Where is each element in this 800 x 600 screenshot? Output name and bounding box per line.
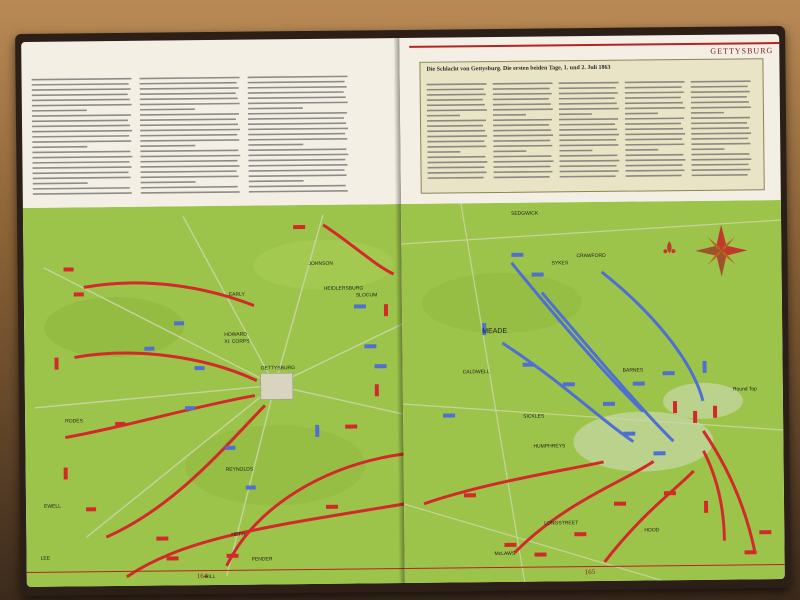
text-line [559,87,616,89]
label-hood: HOOD [644,527,660,534]
text-line [32,78,132,81]
text-line [32,130,132,133]
text-line [249,180,304,182]
text-line [427,109,487,111]
text-line [141,186,238,189]
text-line [559,129,617,131]
text-line [32,166,131,169]
page-number-right: 165 [584,568,596,577]
text-line [140,134,237,137]
text-lines [559,79,620,180]
label-howard: HOWARD [224,331,247,338]
label-ewell: EWELL [43,503,62,510]
text-line [493,129,551,131]
text-line [248,112,347,115]
text-line [691,96,747,98]
text-line [692,174,748,176]
label-heidlersburg: HEIDLERSBURG [323,285,364,292]
text-lines [248,73,349,194]
text-line [248,138,347,141]
text-line [248,144,303,146]
text-line [559,139,616,141]
running-header [409,42,779,60]
label-gettysburg: GETTYSBURG [260,365,296,372]
text-line [140,145,195,147]
text-line [493,82,553,84]
text-line [427,161,487,163]
label-xi-corps: XI. CORPS [224,338,250,345]
text-line [625,117,684,119]
gettysburg-town [261,373,293,399]
text-line [493,124,549,126]
text-line [32,156,132,159]
text-line [248,86,347,89]
text-line [559,144,618,146]
text-line [248,102,348,105]
text-line [140,165,239,168]
text-line [248,91,344,94]
label-early: EARLY [228,291,245,298]
text-line [249,190,348,193]
text-line [691,122,747,124]
text-line [427,104,485,106]
text-line [625,143,684,145]
text-line [140,124,238,127]
text-line [427,151,460,153]
text-line [427,156,485,158]
text-lines [32,75,133,196]
text-line [33,182,88,184]
text-line [626,175,682,177]
label-lee: LEE [40,555,51,562]
text-lines [427,80,488,181]
text-line [559,150,592,152]
text-line [493,103,551,105]
text-line [248,159,345,162]
page-number-left: 164 [196,572,208,581]
label-barnes: BARNES [622,367,644,374]
text-line [625,149,658,151]
inset-column [625,78,686,180]
text-line [493,134,553,136]
text-line [428,177,484,179]
text-line [559,92,618,94]
text-line [427,166,484,168]
text-line [559,155,617,157]
text-line [625,123,681,125]
right-page [399,34,785,583]
text-line [248,128,348,131]
left-page [21,38,405,587]
text-line [248,107,303,109]
text-line [625,164,682,166]
text-line [625,107,685,109]
text-line [559,103,617,105]
text-line [248,154,348,157]
text-line [427,99,483,101]
inset-column [427,80,488,182]
text-line [32,125,130,128]
text-line [691,153,749,155]
text-line [249,169,345,172]
text-line [427,94,486,96]
text-line [140,82,237,85]
text-line [625,91,684,93]
battle-map-left [23,204,405,587]
text-line [691,86,748,88]
text-line [493,140,550,142]
text-line [427,135,487,137]
text-line [691,80,751,82]
text-line [33,171,129,174]
label-heth: HETH [231,531,245,538]
text-line [625,154,683,156]
text-line [32,151,130,154]
text-line [140,150,238,153]
text-line [32,83,129,86]
text-line [691,112,724,114]
text-line [32,104,132,107]
text-line [559,82,619,84]
text-line [248,81,345,84]
text-line [427,115,460,117]
label-johnson: JOHNSON [308,260,333,267]
text-line [626,169,685,171]
label-hill: HILL [204,573,216,581]
text-line [560,170,619,172]
text-line [691,127,749,129]
text-line [691,91,750,93]
text-lines [691,77,752,178]
text-line [625,81,685,83]
text-line [559,123,615,125]
text-line [691,138,748,140]
text-line [427,130,485,132]
label-humphreys: HUMPHREYS [533,443,566,450]
text-line [140,118,236,121]
text-line [140,160,237,163]
inset-column [559,79,620,181]
text-line [691,101,749,103]
header-title: GETTYSBURG [710,46,774,56]
label-round-top: Round Top [732,386,757,393]
text-line [691,106,751,108]
text-line [625,113,658,115]
text-line [32,93,128,96]
text-line [493,114,526,116]
text-line [141,176,239,179]
text-column-1 [32,75,133,196]
inset-column [691,77,752,179]
text-line [249,185,346,188]
inset-text-box [419,58,764,194]
text-lines [140,74,241,195]
text-line [248,122,346,125]
text-line [559,118,618,120]
text-lines [493,79,554,180]
open-book [15,26,791,596]
text-lines [625,78,686,179]
text-line [32,109,87,111]
text-line [248,117,344,120]
text-line [493,160,553,162]
label-sickles: SICKLES [523,413,545,420]
label-caldwell: CALDWELL [462,369,490,376]
text-line [691,148,724,150]
text-line [559,134,619,136]
text-line [625,138,682,140]
label-rodes: RODES [65,418,83,425]
text-line [248,96,346,99]
text-line [494,171,553,173]
text-line [493,166,550,168]
text-line [141,191,240,194]
inset-column [493,79,554,181]
text-line [493,150,526,152]
text-line [33,177,131,180]
text-line [140,87,239,90]
text-line [428,172,487,174]
label-sykes: SYKES [551,260,569,267]
text-line [427,120,486,122]
text-line [33,187,130,190]
text-line [493,88,550,90]
label-mclaws: McLAWS [494,550,516,558]
text-line [692,169,751,171]
text-line [493,119,552,121]
text-line [493,93,552,95]
text-line [33,192,132,195]
text-line [625,102,683,104]
text-line [140,108,195,110]
label-meade: MEADE [482,327,508,336]
inset-title: Die Schlacht von Gettysburg. Die ersten beiden Tage, 1. und 2. Juli 1863 [426,64,611,73]
text-line [32,146,87,148]
text-line [32,140,131,143]
battle-map-right [401,200,785,583]
text-line [141,181,196,183]
text-line [248,164,347,167]
text-line [140,129,240,132]
text-line [32,119,128,122]
text-line [625,159,685,161]
label-sedgwick: SEDGWICK [510,210,539,217]
text-line [248,76,348,79]
text-column-3 [248,73,349,194]
text-line [140,155,240,158]
text-line [493,155,551,157]
text-line [494,176,550,178]
text-line [427,125,483,127]
text-line [140,98,238,101]
text-line [691,143,750,145]
text-line [427,88,484,90]
text-line [560,175,616,177]
text-line [691,164,748,166]
text-line [140,139,239,142]
text-line [32,99,130,102]
text-line [625,128,683,130]
text-line [691,158,751,160]
label-reynolds: REYNOLDS [225,466,254,473]
text-line [493,145,552,147]
text-line [559,160,619,162]
text-line [559,113,592,115]
text-line [140,113,239,116]
text-line [32,114,131,117]
text-line [32,135,129,138]
text-column-2 [140,74,241,195]
text-line [248,148,346,151]
label-slocum: SLOCUM [355,292,378,299]
text-line [141,170,237,173]
text-line [32,161,129,164]
text-line [691,132,751,134]
text-line [248,133,345,136]
text-line [691,117,750,119]
text-line [559,108,619,110]
text-line [493,108,553,110]
text-line [32,88,131,91]
text-line [140,103,240,106]
label-pender: PENDER [251,556,273,563]
text-line [427,140,484,142]
text-line [559,165,616,167]
text-line [493,98,549,100]
text-line [427,146,486,148]
text-line [140,92,236,95]
text-line [625,86,682,88]
text-line [559,97,615,99]
text-line [249,174,347,177]
text-line [625,133,685,135]
text-line [140,77,240,80]
text-line [625,97,681,99]
text-line [427,83,487,85]
label-crawford: CRAWFORD [576,252,606,260]
label-longstreet: LONGSTREET [544,520,579,527]
